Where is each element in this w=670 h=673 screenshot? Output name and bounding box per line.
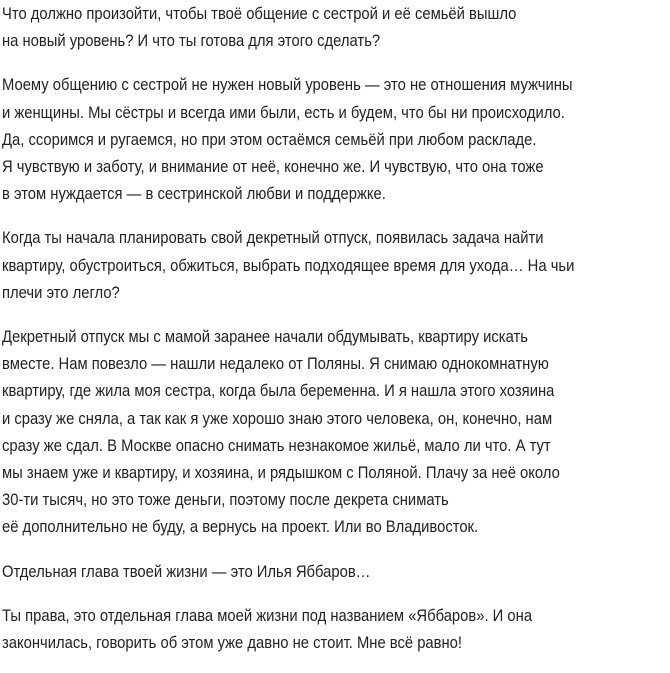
text-line: её дополнительно не буду, а вернусь на проект. Или во Владивосток. <box>2 517 479 537</box>
text-line: 30-ти тысяч, но это тоже деньги, поэтому после декрета снимать <box>2 490 449 510</box>
text-line: вместе. Нам повезло — нашли недалеко от Поляны. Я снимаю однокомнатную <box>2 354 549 374</box>
interview-article <box>2 0 670 673</box>
text-line: квартиру, где жила моя сестра, когда была беременна. И я нашла этого хозяина <box>2 381 555 401</box>
text-line: Я чувствую и заботу, и внимание от неё, конечно же. И чувствую, что она тоже <box>2 157 544 177</box>
text-line: и сразу же сняла, а так как я уже хорошо знаю этого человека, он, конечно, нам <box>2 408 553 428</box>
text-line: Отдельная глава твоей жизни — это Илья Яббаров… <box>2 561 371 581</box>
text-line: в этом нуждается — в сестринской любви и поддержке. <box>2 184 386 204</box>
text-line: закончилась, говорить об этом уже давно не стоит. Мне всё равно! <box>2 633 463 653</box>
text-line: на новый уровень? И что ты готова для этого сделать? <box>2 31 381 51</box>
text-line: Декретный отпуск мы с мамой заранее начали обдумывать, квартиру искать <box>2 327 528 347</box>
text-line: Что должно произойти, чтобы твоё общение с сестрой и её семьёй вышло <box>2 4 517 23</box>
question-paragraph <box>2 0 670 54</box>
text-line: сразу же сдал. В Москве опасно снимать незнакомое жильё, мало ли что. А тут <box>2 435 551 455</box>
text-line: плечи это легло? <box>2 282 120 302</box>
text-line: мы знаем уже и квартиру, и хозяина, и рядышком с Поляной. Плачу за неё около <box>2 463 560 483</box>
question-paragraph <box>2 558 670 585</box>
text-line: квартиру, обустроиться, обжиться, выбрать подходящее время для ухода… На чьи <box>2 255 575 275</box>
text-line: Ты права, это отдельная глава моей жизни под названием «Яббаров». И она <box>2 605 533 625</box>
answer-paragraph <box>2 602 670 656</box>
text-line: Когда ты начала планировать свой декретный отпуск, появилась задача найти <box>2 228 544 248</box>
text-line: и женщины. Мы сёстры и всегда ими были, есть и будем, что бы ни происходило. <box>2 102 565 122</box>
text-line: Моему общению с сестрой не нужен новый уровень — это не отношения мужчины <box>2 75 573 95</box>
question-paragraph <box>2 224 670 306</box>
text-line: Да, ссоримся и ругаемся, но при этом остаёмся семьёй при любом раскладе. <box>2 129 537 149</box>
answer-paragraph <box>2 71 670 207</box>
answer-paragraph <box>2 323 670 541</box>
